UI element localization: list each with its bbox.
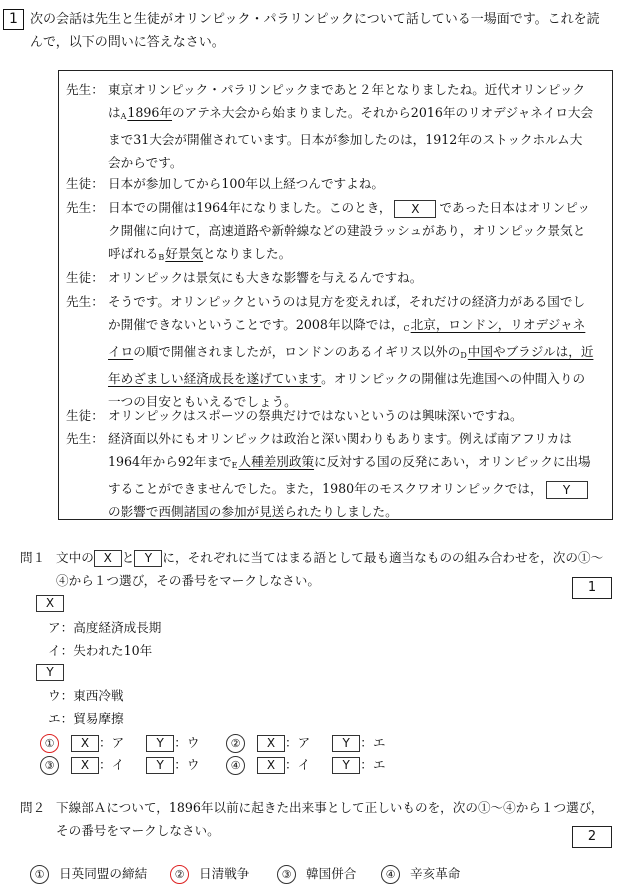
underlined-b: 好景気 [165,246,204,261]
x-option-i: イ：失われた10年 [48,643,153,658]
selected-mark: ① [40,734,59,753]
q2-label: 問２ [20,800,46,815]
x-header: X [36,595,64,612]
y-header: Y [36,664,64,681]
q1-text: 文中の X と Y に，それぞれに当てはまる語として最も適当なものの組み合わせを，次の①～④から１つ選び，その番号をマークしなさい。 [56,550,604,588]
q2-choice-3[interactable]: ③ 韓国併合 [277,862,356,885]
q1-label: 問１ [20,550,46,565]
underlined-c: 北京，ロンドン，リオデジャネイロ [108,317,586,359]
underlined-a: 1896年 [127,105,173,120]
question-number: 1 [3,9,24,30]
answer-box-1[interactable]: 1 [572,577,612,599]
q1-choice-4[interactable]: ④ X ：イ Y ：エ [226,753,385,776]
blank-y: Y [546,481,588,499]
q1-choice-3[interactable]: ③ X ：イ Y ：ウ [40,753,199,776]
q2-choice-1[interactable]: ① 日英同盟の締結 [30,862,147,885]
blank-x: X [394,200,436,218]
underlined-d: 中国やブラジルは，近年めざましい経済成長を遂げています [108,344,594,386]
answer-box-2[interactable]: 2 [572,826,612,848]
speaker-label: 先生： [66,82,104,97]
underline-marker-a: A [120,112,127,121]
q2-choice-4[interactable]: ④ 辛亥革命 [381,862,460,885]
intro-text: 次の会話は先生と生徒がオリンピック・パラリンピックについて話している一場面です。これを読んで，以下の問いに答えなさい。 [30,12,600,50]
y-option-u: ウ：東西冷戦 [48,688,124,703]
underlined-e: 人種差別政策 [238,454,315,469]
q1-choice-1[interactable]: ① X ：ア Y ：ウ [40,731,199,754]
y-option-e: エ：貿易摩擦 [48,711,124,726]
q1-choice-2[interactable]: ② X ：ア Y ：エ [226,731,385,754]
q2-choice-2[interactable]: ② 日清戦争 [170,862,249,885]
x-option-a: ア：高度経済成長期 [48,620,162,635]
selected-mark: ② [170,865,189,884]
q2-text: 下線部Ａについて，1896年以前に起きた出来事として正しいものを，次の①～④から１つ選び，その番号をマークしなさい。 [56,800,604,838]
